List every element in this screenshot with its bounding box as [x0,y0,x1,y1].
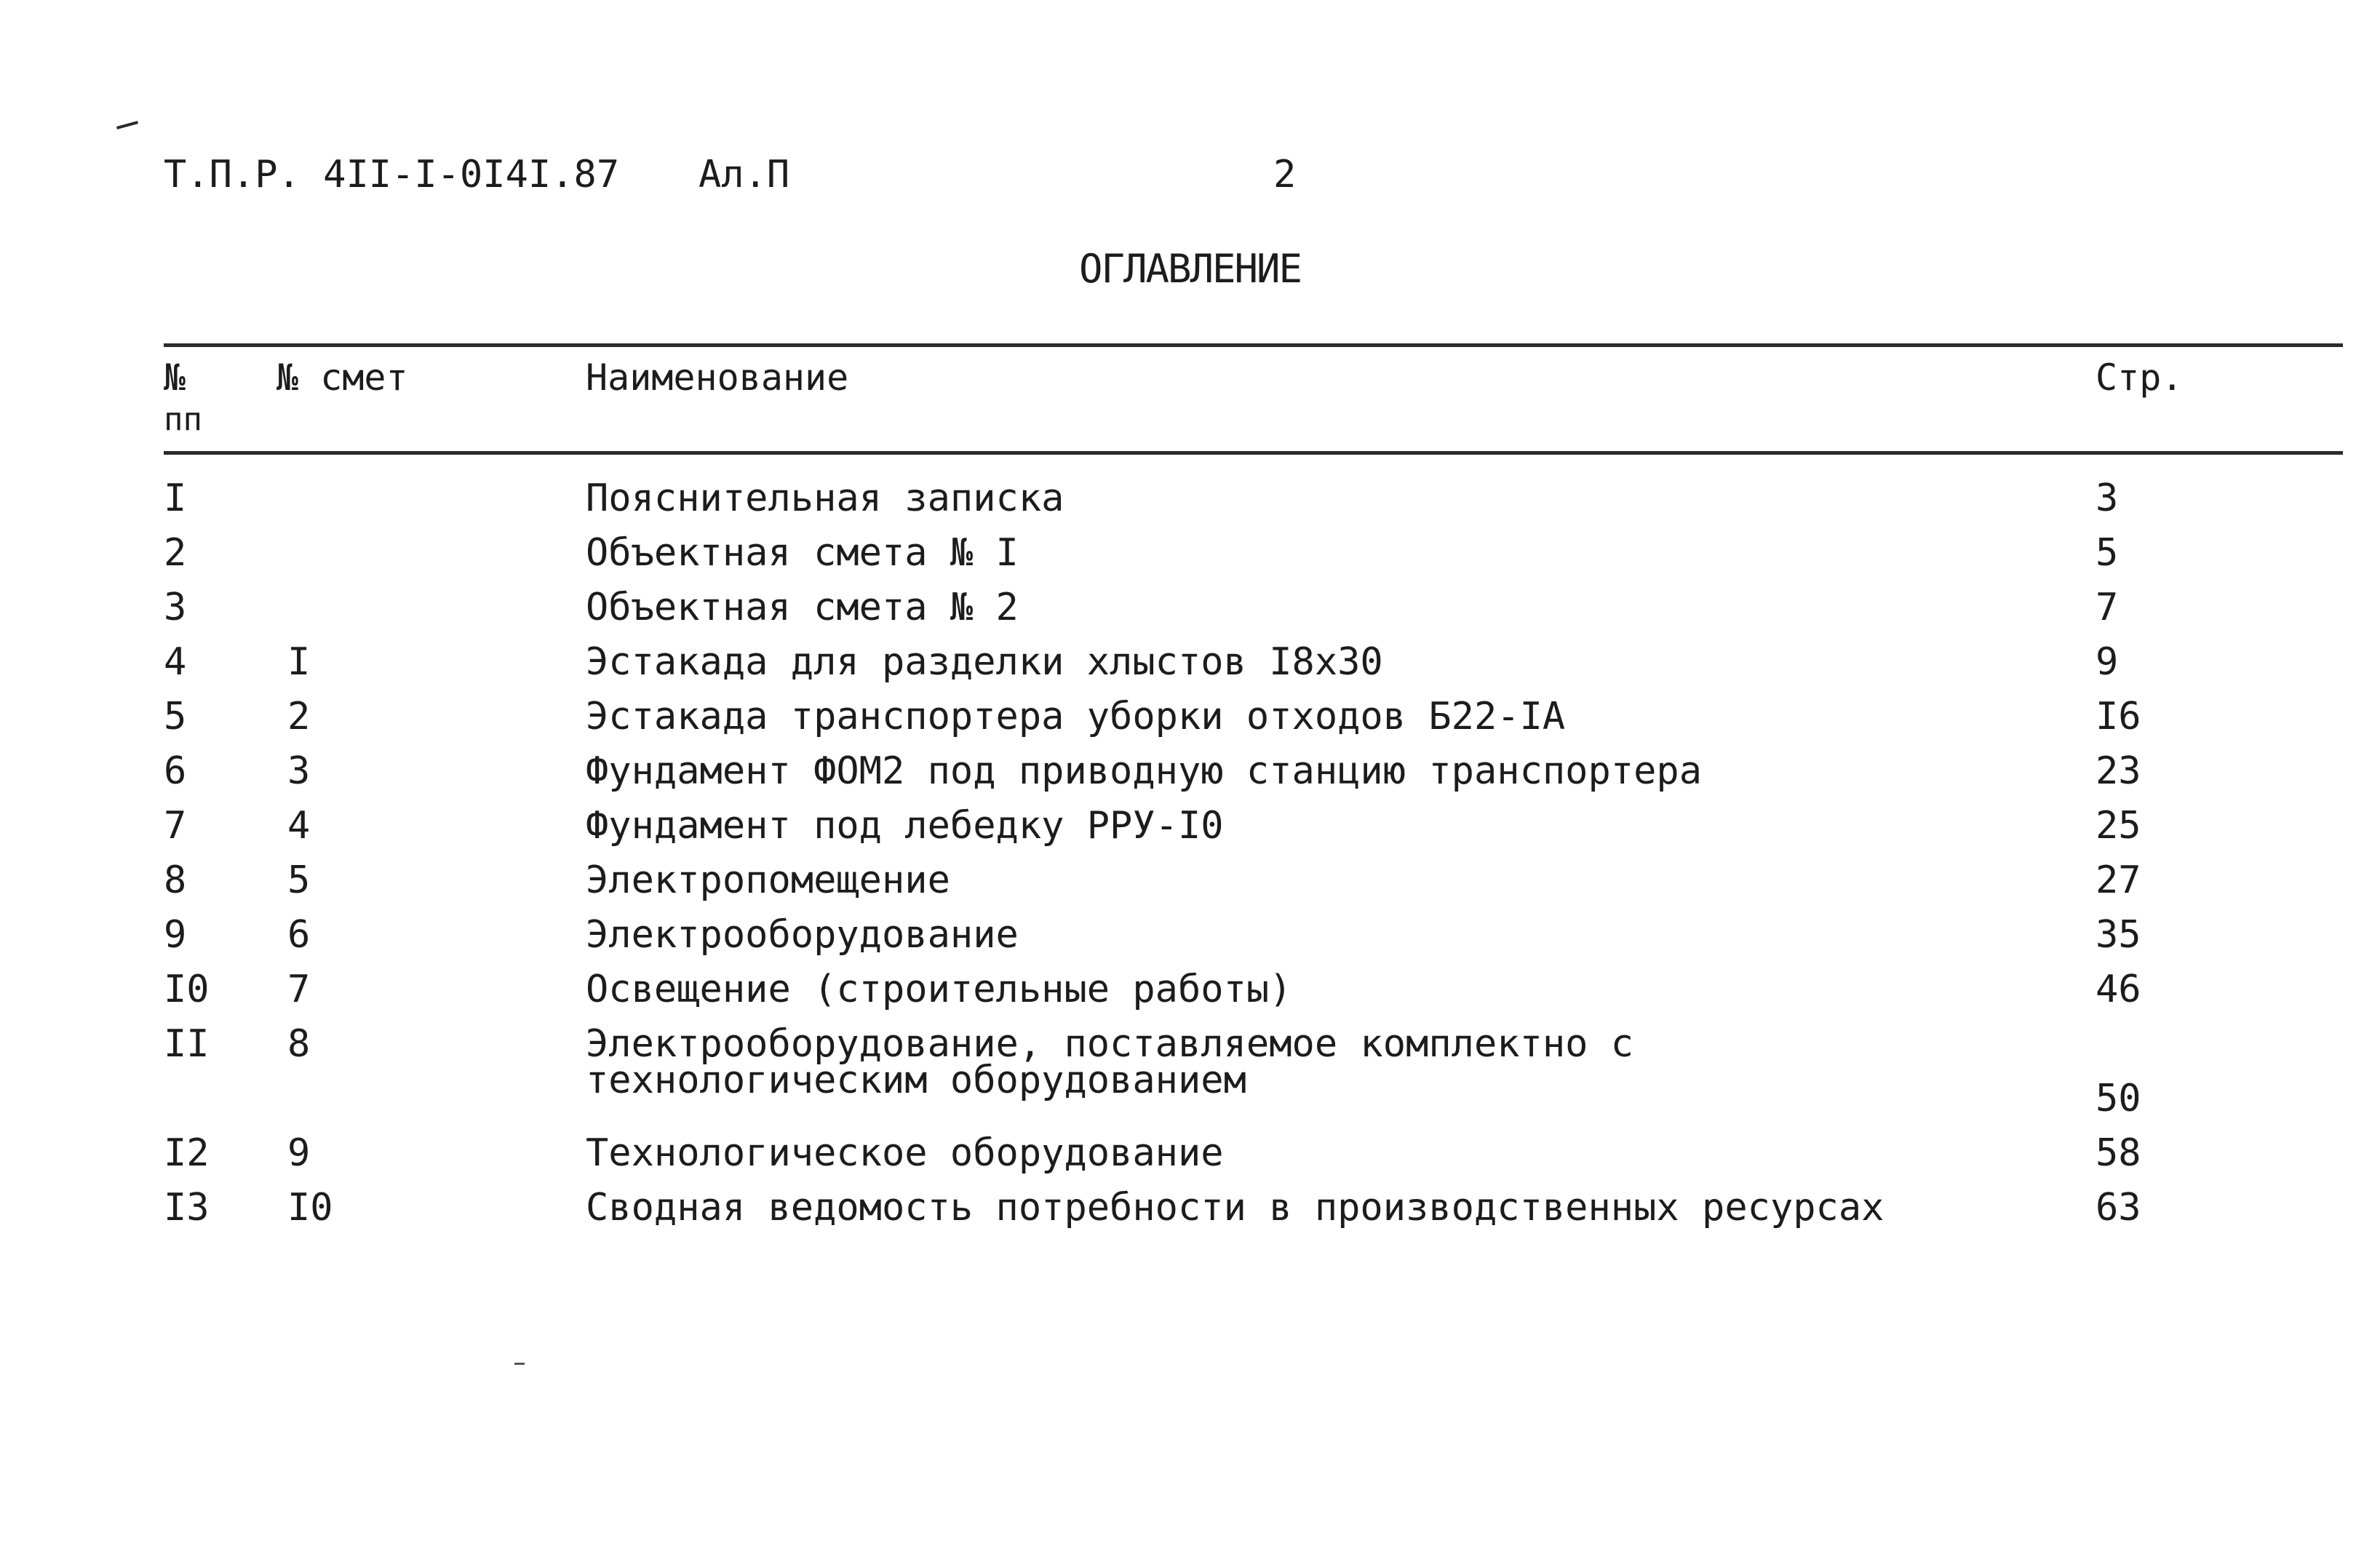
row-number: 7 [164,804,187,848]
row-name [586,913,2096,971]
row-smeta-number: I0 [287,1186,333,1230]
row-name [586,1022,2096,1135]
row-page: 35 [2096,913,2141,957]
table-row [164,1026,2201,1135]
row-smeta-number [287,535,586,589]
row-number: 4 [164,640,187,684]
table-row [164,808,2201,862]
row-smeta-number: 5 [287,858,311,902]
row-smeta-number: 8 [287,1022,311,1066]
row-name [586,531,2096,589]
column-header-page: Стр. [2096,356,2184,399]
table-row [164,1190,2201,1244]
row-name-line: Эстакада транспортера уборки отходов Б22-IА [586,695,1566,738]
row-page: 63 [2096,1186,2141,1230]
row-page: 5 [2096,531,2119,575]
column-header-number [164,356,202,441]
row-name-line: Электрооборудование [586,913,1019,957]
table-header-rule [164,451,2343,455]
row-smeta-number: 9 [287,1131,311,1175]
row-name [586,640,2096,698]
row-smeta-number: 6 [287,913,311,957]
row-name [586,804,2096,862]
row-name [586,695,2096,753]
table-row [164,644,2201,698]
row-page: 58 [2096,1131,2141,1175]
sheet-label: Ал.П [699,153,790,196]
row-number: I2 [164,1131,210,1175]
row-number: 3 [164,586,187,629]
row-name-line: Сводная ведомость потребности в производственных ресурсах [586,1186,1885,1230]
column-header-name: Наименование [586,356,849,399]
row-name-line: Фундамент ФОМ2 под приводную станцию транспортера [586,749,1703,793]
row-name-line: Освещение (строительные работы) [586,968,1292,1011]
table-row [164,698,2201,753]
row-page: 27 [2096,858,2141,902]
row-smeta-number: I [287,640,311,684]
row-name-line-2: технологическим оборудованием [586,1059,1246,1102]
row-smeta-number: 4 [287,804,311,848]
stray-dash [514,1363,525,1365]
row-smeta-number: 7 [287,968,311,1011]
row-page: 46 [2096,968,2141,1011]
row-name [586,477,2096,535]
row-name [586,586,2096,644]
table-row [164,971,2201,1026]
row-page: 50 [2096,1077,2141,1120]
stray-mark [116,121,138,130]
table-row [164,535,2201,589]
row-name-line: Технологическое оборудование [586,1131,1224,1175]
row-name [586,858,2096,917]
row-smeta-number [287,589,586,644]
row-name-line: Фундамент под лебедку РРУ-I0 [586,804,1224,848]
row-number: I3 [164,1186,210,1230]
row-page: I6 [2096,695,2141,738]
row-number: I [164,477,187,520]
row-smeta-number [287,480,586,535]
row-page: 3 [2096,477,2119,520]
row-smeta-number: 2 [287,695,311,738]
row-page: 7 [2096,586,2119,629]
row-name [586,749,2096,808]
table-row [164,753,2201,808]
row-name-line: Электропомещение [586,858,950,902]
table-row [164,862,2201,917]
row-name [586,1186,2096,1244]
row-number: 2 [164,531,187,575]
column-header-number-line1: № [164,356,186,399]
row-page: 9 [2096,640,2119,684]
table-row [164,589,2201,644]
row-number: 6 [164,749,187,793]
row-name-line: Эстакада для разделки хлыстов I8х30 [586,640,1383,684]
document-code: Т.П.Р. 4II-I-0I4I.87 [164,153,620,196]
contents-table [164,477,2201,1244]
page-number: 2 [1273,153,1297,196]
row-page: 23 [2096,749,2141,793]
table-top-rule [164,343,2343,347]
row-number: 5 [164,695,187,738]
table-row [164,480,2201,535]
row-name-line: Объектная смета № 2 [586,586,1019,629]
row-name [586,968,2096,1026]
row-name [586,1131,2096,1190]
row-number: II [164,1022,210,1066]
table-row [164,917,2201,971]
table-row [164,1135,2201,1190]
row-page: 25 [2096,804,2141,848]
row-name-line: Объектная смета № I [586,531,1019,575]
column-header-smeta: № смет [276,356,408,399]
row-smeta-number: 3 [287,749,311,793]
page-title: ОГЛАВЛЕНИЕ [1078,246,1302,292]
row-name-line: Электрооборудование, поставляемое комплектно с [586,1022,1634,1066]
row-number: 9 [164,913,187,957]
row-number: I0 [164,968,210,1011]
document-header [164,153,2201,204]
row-name-line: Пояснительная записка [586,477,1064,520]
row-number: 8 [164,858,187,902]
column-header-number-line2: пп [164,401,202,438]
